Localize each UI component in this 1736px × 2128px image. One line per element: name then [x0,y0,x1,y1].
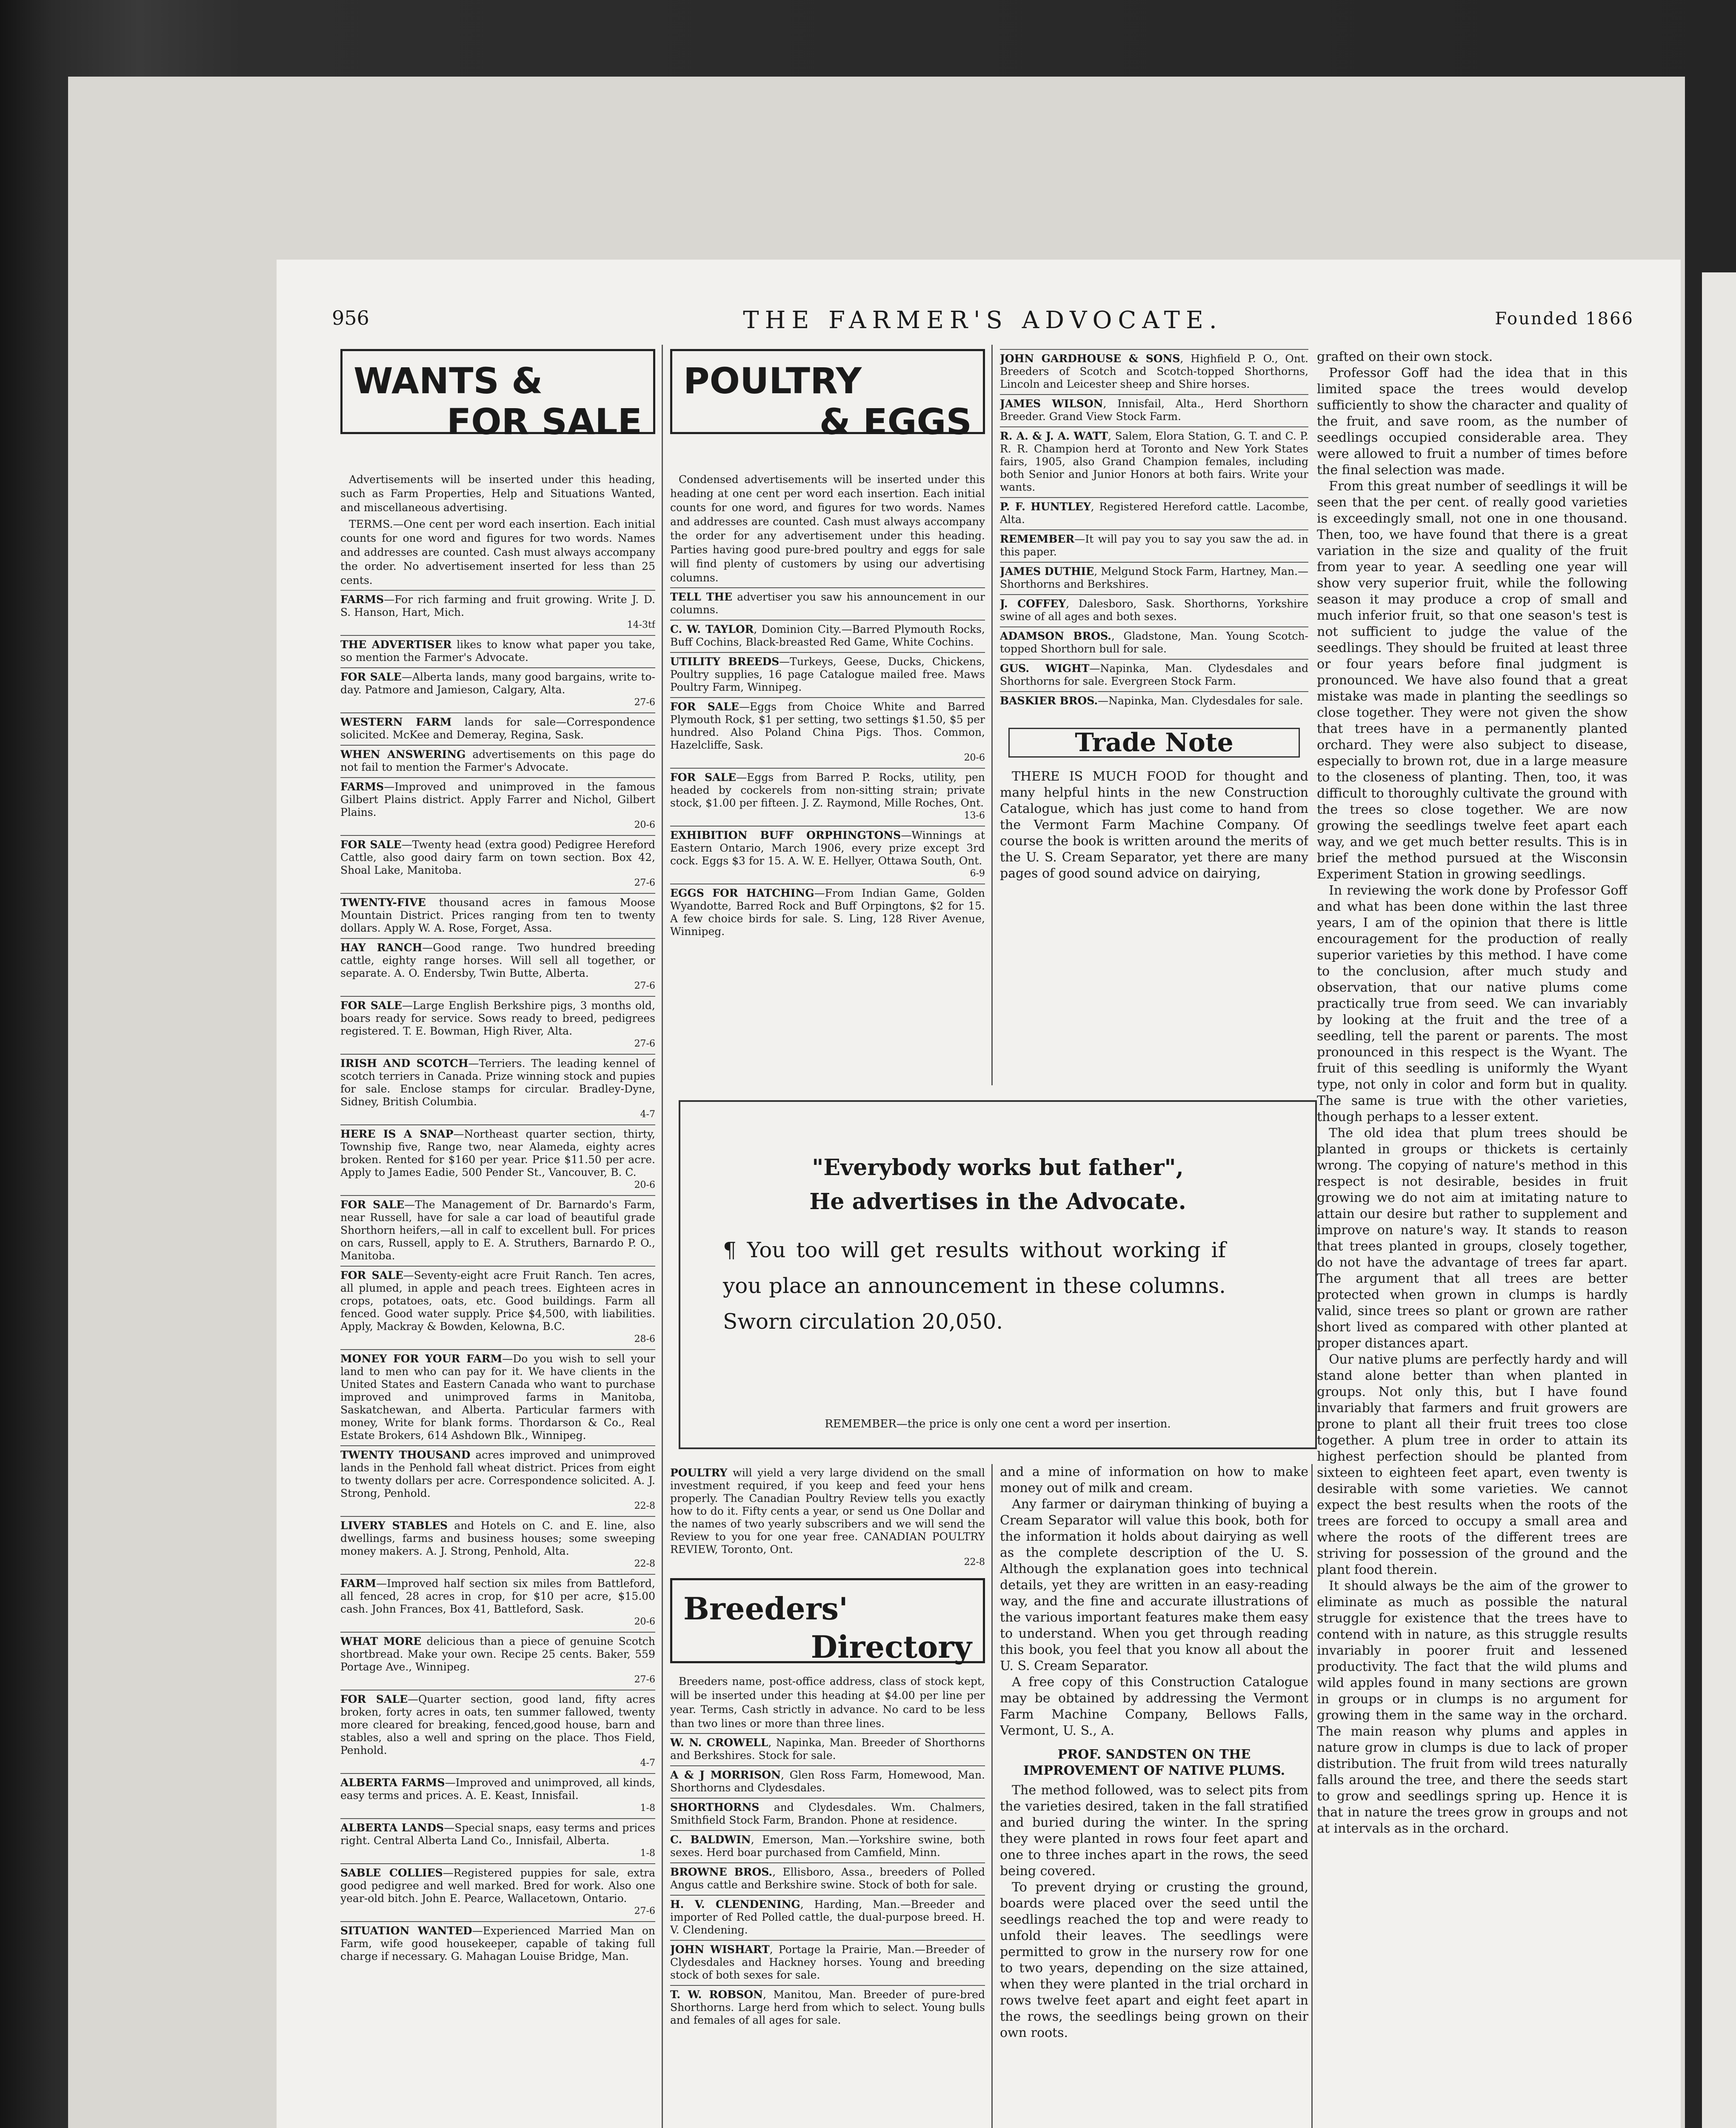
classified-ad [1000,529,1308,562]
poultry-heading-box [670,349,985,443]
ad-lead: FOR SALE [340,838,402,851]
wants-terms-text: TERMS.—One cent per word each insertion. Each initial counts for one word and figures for two words. Names and addresses are counted. Cash must always accompany the order. No advertisement inserted for less than 25 cents. [340,518,655,586]
ad-text: , Emerson, Man.—Yorkshire swine, both sexes. Herd boar purchased from Camfield, Minn. [670,1833,985,1859]
ad-text: delicious than a piece of genuine Scotch shortbread. Make your own. Recipe 25 cents. Baker, 559 Portage Ave., Winnipeg. [340,1635,655,1673]
classified-ad [670,1862,985,1895]
ad-code: 22-8 [634,1501,655,1511]
classified-ad [340,635,655,667]
ad-lead: TWENTY-FIVE [340,896,426,909]
classified-ad [670,1940,985,1985]
classified-ad [340,777,655,835]
ad-lead: T. W. ROBSON [670,1988,763,2001]
ad-lead: R. A. & J. A. WATT [1000,430,1108,442]
classified-ad [1000,594,1308,626]
breeders-directory-column [670,1464,985,2128]
ad-text: , Harding, Man.—Breeder and importer of Red Polled cattle, the dual-purpose breed. H. V. Clendening. [670,1898,985,1936]
ad-lead: ALBERTA FARMS [340,1776,445,1789]
ad-text: thousand acres in famous Moose Mountain District. Prices ranging from ten to twenty dollars. Apply W. A. Rose, Forget, Assa. [340,896,655,934]
classified-ad [1000,497,1308,529]
ad-text: lands for sale—Correspondence solicited. McKee and Demeray, Regina, Sask. [340,716,655,741]
classified-ad [340,667,655,712]
ad-lead: FOR SALE [340,1198,405,1211]
plums-article-heading: PROF. SANDSTEN ON THE IMPROVEMENT OF NATIVE PLUMS. [1023,1747,1285,1778]
ad-code: 27-6 [634,981,655,991]
classified-ad [670,1733,985,1765]
ad-text: , Registered Hereford cattle. Lacombe, Alta. [1000,501,1308,526]
ad-text: —Good range. Two hundred breeding cattle, eighty range horses. Will sell all together, or separate. A. O. Endersby, Twin Butte, Alberta. [340,941,655,979]
ad-lead: FARM [340,1577,377,1590]
ad-code: 27-6 [634,1038,655,1049]
ad-lead: JOHN WISHART [670,1943,770,1956]
classified-ad [340,1349,655,1445]
ad-lead: FOR SALE [340,1269,403,1281]
ad-lead: REMEMBER [1000,533,1075,545]
breeders-heading-line1: Breeders' [683,1590,848,1627]
classified-ad [340,1445,655,1516]
ad-code: 22-8 [634,1559,655,1569]
classified-ad [670,1830,985,1862]
ad-lead: C. BALDWIN [670,1833,751,1846]
ad-lead: GUS. WIGHT [1000,662,1090,675]
ad-text: and Hotels on C. and E. line, also dwellings, farms and business houses; some sweeping money makers. A. J. Strong, Penhold, Alta. [340,1519,655,1557]
page-number: 956 [332,306,369,329]
ad-text: , Dominion City.—Barred Plymouth Rocks, Buff Cochins, Black-breasted Red Game, White Cochins. [670,623,985,648]
ad-text: —It will pay you to say you saw the ad. in this paper. [1000,533,1308,558]
wants-heading-box [340,349,655,443]
classified-ad [670,826,985,884]
classified-ad [340,835,655,893]
ad-text: and Clydesdales. Wm. Chalmers, Smithfield Stock Farm, Brandon. Phone at residence. [670,1801,985,1826]
article-column [1000,1464,1308,2128]
classified-ad [340,1690,655,1773]
classified-ad [670,1985,985,2030]
ad-lead: EGGS FOR HATCHING [670,887,814,899]
col4-para-2: From this great number of seedlings it will be seen that the per cent. of really good varieties is exceedingly small, not one in one thousand. Then, too, we have found that there is a great variation in the size and quality of the fruit from year to year. A seedling one year will show very superior fruit, while the following season it may produce a crop of small and much inferior fruit, so that one season's test is not sufficient to judge the value of the seedlings. They should be fruited at least three or four years before final judgment is pronounced. We have also found that a great mistake was made in planting the seedlings so close together. They were not given the show that trees have in a permanently planted orchard. They were also subject to disease, especially to brown rot, due in a large measure to the closeness of planting. Then, too, it was difficult to thoroughly cultivate the ground with the trees so close together. We are now growing the seedlings twelve feet apart each way, and we get much better results. This is in brief the method pursued at the Wisconsin Experiment Station in growing seedlings. [1317,479,1628,882]
ad-text: —Special snaps, easy terms and prices right. Central Alberta Land Co., Innisfail, Alberta. [340,1822,655,1847]
classified-ad [340,712,655,745]
poultry-intro-text: Condensed advertisements will be inserted under this heading at one cent per word each insertion. Each initial counts for one word, and figures for two words. Names and addresses are counted. Cash must always accompany the order for any advertisement under this heading. Parties having good pure-bred poultry and eggs for sale will find plenty of customers by using our advertising columns. [670,473,985,584]
ad-lead: FOR SALE [670,701,739,713]
ad-code: 20-6 [634,820,655,830]
ad-text: —For rich farming and fruit growing. Write J. D. S. Hanson, Hart, Mich. [340,593,655,618]
ad-text: —Northeast quarter section, thirty, Township five, Range two, near Alameda, eighty acres broken. Rented for $160 per year. Price $11.50 per acre. Apply to James Eadie, 500 Pender St., Vancouver, B. C. [340,1128,655,1178]
ad-text: acres improved and unimproved lands in the Penhold fall wheat district. Prices from eight to twenty dollars per acre. Correspondence solicited. A. J. Strong, Penhold. [340,1449,655,1499]
ad-lead: SITUATION WANTED [340,1925,472,1937]
col4-para-3: In reviewing the work done by Professor Goff and what has been done within the last three years, I am of the opinion that there is little encouragement for the production of really superior varieties by this method. I have come to the conclusion, after much study and observation, that our native plums come practically true from seed. We can invariably by looking at the fruit and the tree of a seedling, tell the parent or parents. The most pronounced in this respect is the Wyant. The fruit of this seedling is uniformly the Wyant type, not only in color and form but in quality. The same is true with the other varieties, though perhaps to a lesser extent. [1317,883,1628,1124]
classified-ad [340,1195,655,1266]
breeders-intro [670,1674,985,1730]
ad-lead: TELL THE [670,591,733,603]
plums-continued-column [1317,349,1628,2128]
ad-text: , Glen Ross Farm, Homewood, Man. Shorthorns and Clydesdales. [670,1769,985,1794]
founded-note: Founded 1866 [1495,309,1634,329]
classified-ad [340,745,655,777]
classified-ad [340,996,655,1054]
poultry-review-ad [670,1464,985,1572]
advocate-promo-box [679,1100,1317,1449]
ad-text: —Twenty head (extra good) Pedigree Hereford Cattle, also good dairy farm on town section. Box 42, Shoal Lake, Manitoba. [340,838,655,876]
ad-code: 14-3tf [627,620,655,630]
ad-text: —Terriers. The leading kennel of scotch terriers in Canada. Prize winning stock and pupies for sale. Enclose stamps for circular. Bradley-Dyne, Sidney, British Columbia. [340,1057,655,1108]
ad-text: —Napinka, Man. Clydesdales for sale. [1098,695,1303,707]
classified-ad [340,1124,655,1195]
ad-code: 27-6 [634,1674,655,1685]
poultry-column [670,349,985,1090]
breeders-ad-list [670,1733,985,2030]
classified-ad [340,590,655,635]
ad-text: —Turkeys, Geese, Ducks, Chickens, Poultry supplies, 16 page Catalogue mailed free. Maws Poultry Farm, Winnipeg. [670,655,985,693]
promo-body: ¶ You too will get results without working if you place an announcement in these columns. Sworn circulation 20,050. [723,1238,1226,1334]
ad-text: , Ellisboro, Assa., breeders of Polled Angus cattle and Berkshire swine. Stock of both for sale. [670,1866,985,1891]
ad-text: , Melgund Stock Farm, Hartney, Man.—Shorthorns and Berkshires. [1000,565,1308,590]
classified-ad [1000,626,1308,659]
classified-ad [340,893,655,938]
classified-ad [340,1773,655,1818]
ad-text: —Eggs from Barred P. Rocks, utility, pen headed by cockerels from non-sitting strain; private stock, $1.00 per fifteen. J. Z. Raymond, Mille Roches, Ont. [670,771,985,809]
ad-text: —Improved half section six miles from Battleford, all fenced, 28 acres in crop, for $10 per acre, $15.00 cash. John Frances, Box 41, Battleford, Sask. [340,1577,655,1615]
ad-text: , Dalesboro, Sask. Shorthorns, Yorkshire swine of all ages and both sexes. [1000,598,1308,623]
trade-note-para-4: A free copy of this Construction Catalogue may be obtained by addressing the Vermont Farm Machine Company, Bellows Falls, Vermont, U. S., A. [1000,1675,1308,1738]
ad-text: —The Management of Dr. Barnardo's Farm, near Russell, have for sale a car load of beautiful grade Shorthorn heifers,—all in calf to excellent bull. For prices on cars, Russell, apply to E. A. Struthers, Barnardo P. O., Manitoba. [340,1198,655,1262]
ad-lead: THE ADVERTISER [340,638,452,651]
ad-lead: W. N. CROWELL [670,1736,768,1749]
ad-text: , Innisfail, Alta., Herd Shorthorn Breeder. Grand View Stock Farm. [1000,398,1308,423]
ad-lead: IRISH AND SCOTCH [340,1057,468,1070]
classified-ad [670,697,985,768]
col4-para-5: Our native plums are perfectly hardy and will stand alone better than when planted in groups. Not only this, but I have found invariably that farmers and fruit growers are prone to plant all their fruit trees too close together. A plum tree in order to attain its highest perfection should be planted from sixteen to eighteen feet apart, even twenty is desirable with some varieties. We cannot expect the best results when the roots of the trees are forced to occupy a small area and where the roots of the different trees are striving for possession of the ground and the plant food therein. [1317,1352,1628,1577]
wants-intro-text: Advertisements will be inserted under this heading, such as Farm Properties, Help and Situations Wanted, and miscellaneous advertising. [340,473,655,514]
wants-column [340,349,655,2128]
classified-ad [1000,394,1308,426]
ad-code: 20-6 [964,752,985,763]
ad-lead: SABLE COLLIES [340,1867,443,1879]
promo-quote: "Everybody works but father", [812,1155,1184,1181]
ad-text: —Improved and unimproved in the famous Gilbert Plains district. Apply Farrer and Nichol, Gilbert Plains. [340,781,655,818]
ad-text: —Do you wish to sell your land to men who can pay for it. We have clients in the United States and Eastern Canada who want to purchase improved and unimproved farms in Manitoba, Saskatchewan, and Alberta. Particular farmers with money, Write for blank forms. Thordarson & Co., Real Estate Brokers, 614 Ashdown Blk., Winnipeg. [340,1353,655,1442]
classified-ad [340,1574,655,1632]
ad-text: —Registered puppies for sale, extra good pedigree and well marked. Bred for work. Also one year-old bitch. John E. Pearce, Wallacetown, Ontario. [340,1867,655,1905]
classified-ad [670,620,985,652]
ad-code: 1-8 [640,1848,655,1859]
ad-lead: FARMS [340,781,384,793]
ad-text: —Eggs from Choice White and Barred Plymouth Rock, $1 per setting, two settings $1.50, $5 per hundred. Also Poland China Pigs. Thos. Common, Hazelcliffe, Sask. [670,701,985,751]
ad-lead: WHAT MORE [340,1635,422,1647]
trade-note-para-2: and a mine of information on how to make money out of milk and cream. [1000,1464,1308,1496]
col4-para-4: The old idea that plum trees should be planted in groups or thickets is certainly wrong. The copying of nature's method in this respect is not desirable, besides in fruit growing we do not aim at imitating nature to attain our desire but rather to supplement and improve on nature's way. It stands to reason that trees planted in groups, closely together, do not have the advantage of trees far apart. The argument that all trees are better protected when grown in clumps is hardly valid, since trees so plant or grown are rather short lived as compared with other planted at proper distances apart. [1317,1126,1628,1351]
wants-intro [340,472,655,587]
classified-ad [670,587,985,620]
ad-text: —Napinka, Man. Clydesdales and Shorthorns for sale. Evergreen Stock Farm. [1000,662,1308,687]
col4-para-6: It should always be the aim of the grower to eliminate as much as possible the natural struggle for existence that the trees have to contend with in nature, as this struggle results invariably in poorer fruit and lessened productivity. The fact that the wild plums and wild apples found in many sections are grown in groups or in clumps is no argument for growing them in the same way in the orchard. The main reason why plums and apples in nature grow in clumps is due to lack of proper distribution. The fruit from wild trees naturally falls around the tree, and there the seeds start to grow and seedlings spring up. Hence it is that in nature the trees grow in groups and not at intervals as in the orchard. [1317,1579,1628,1836]
promo-line: He advertises in the Advocate. [809,1189,1186,1215]
wants-heading-line1: WANTS & [354,360,543,402]
poultry-ad-list [670,587,985,941]
ad-lead: MONEY FOR YOUR FARM [340,1353,503,1365]
ad-lead: FOR SALE [670,771,737,784]
ad-lead: A & J MORRISON [670,1769,781,1781]
ad-lead: FOR SALE [340,671,402,683]
classified-ad [340,938,655,996]
classified-ad [1000,349,1308,394]
classified-ad [340,1632,655,1690]
classified-ad [670,1765,985,1798]
classified-ad [340,1921,655,1966]
ad-lead: H. V. CLENDENING [670,1898,800,1911]
ad-text: , Manitou, Man. Breeder of pure-bred Shorthorns. Large herd from which to select. Young bulls and females of all ages for sale. [670,1988,985,2026]
ad-text: , Salem, Elora Station, G. T. and C. P. R. R. Champion herd at Toronto and New York States fairs, 1905, also Grand Champion females, including both Senior and Junior Honors at both fairs. Write your wants. [1000,430,1308,493]
ad-lead: FOR SALE [340,1693,408,1705]
ad-lead: JAMES DUTHIE [1000,565,1094,578]
ad-text: —Improved and unimproved, all kinds, easy terms and prices. A. E. Keast, Innisfail. [340,1776,655,1802]
ad-lead: C. W. TAYLOR [670,623,754,635]
classified-ad [340,1266,655,1349]
ad-lead: BASKIER BROS. [1000,695,1098,707]
ad-lead: HAY RANCH [340,941,423,954]
adjacent-page-edge [1702,272,1736,2128]
newspaper-page [277,260,1681,2128]
ad-text: —Quarter section, good land, fifty acres broken, forty acres in oats, ten summer fallowed, twenty more cleared for breaking, fenced,good house, barn and stables, also a well and spring on the place. Thos Field, Penhold. [340,1693,655,1756]
ad-code: 27-6 [634,1906,655,1916]
ad-text: advertiser you saw his announcement in our columns. [670,591,985,616]
classified-ad [1000,691,1308,711]
ad-code: 1-8 [640,1803,655,1813]
plums-para-1: The method followed, was to select pits from the varieties desired, taken in the fall stratified and buried during the winter. In the spring they were planted in rows four feet apart and one to three inches apart in the rows, the seed being covered. [1000,1783,1308,1879]
ad-lead: WESTERN FARM [340,716,452,728]
ad-code: 13-6 [964,810,985,821]
ad-code: 20-6 [634,1180,655,1190]
ad-text: advertisements on this page do not fail to mention the Farmer's Advocate. [340,748,655,773]
poultry-review-text: will yield a very large dividend on the small investment required, if you keep and feed your hens properly. The Canadian Poultry Review tells you exactly how to do it. Fifty cents a year, or send us One Dollar and the names of two yearly subscribers and we will send the Review to you for one year free. CANADIAN POULTRY REVIEW, Toronto, Ont. [670,1467,985,1556]
ad-lead: ALBERTA LANDS [340,1822,444,1834]
ad-text: —Alberta lands, many good bargains, write to-day. Patmore and Jamieson, Calgary, Alta. [340,671,655,696]
classified-ad [340,1054,655,1124]
trade-note-para-3: Any farmer or dairyman thinking of buying a Cream Separator will value this book, both for the information it holds about dairying as well as the complete description of the U. S. Although the explanation goes into technical details, yet they are written in an easy-reading way, and the fine and accurate illustrations of the various important features make them easy to understand. When you get through reading this book, you feel that you know all about the U. S. Cream Separator. [1000,1497,1308,1673]
ad-text: —Experienced Married Man on Farm, wife good housekeeper, capable of taking full charge if necessary. G. Mahagan Louise Bridge, Man. [340,1925,655,1962]
ad-text: , Gladstone, Man. Young Scotch-topped Shorthorn bull for sale. [1000,630,1308,655]
classified-ad [340,1516,655,1574]
classified-ad [1000,659,1308,691]
ad-lead: ADAMSON BROS. [1000,630,1111,642]
plums-para-2: To prevent drying or crusting the ground, boards were placed over the seed until the seedlings reached the top and were ready to unfold their leaves. The seedlings were permitted to grow in the nursery row for one to two years, depending on the size attained, when they were planted in the trial orchard in rows twelve feet apart and eight feet apart in the rows, the seedlings being grown on their own roots. [1000,1880,1308,2040]
classified-ad [670,1895,985,1940]
ad-text: —Winnings at Eastern Ontario, March 1906, every prize except 3rd cock. Eggs $3 for 15. A. W. E. Hellyer, Ottawa South, Ont. [670,829,985,867]
ad-text: likes to know what paper you take, so mention the Farmer's Advocate. [340,638,655,664]
classified-ad [340,1863,655,1921]
classified-ad [670,1798,985,1830]
poultry-review-code: 22-8 [964,1557,985,1567]
page-header [332,306,1634,340]
breeders-heading-box [670,1578,985,1663]
column-rule [1311,1464,1313,2128]
column-rule [991,1464,993,2128]
col4-para-0: grafted on their own stock. [1317,349,1493,364]
ad-code: 27-6 [634,878,655,888]
poultry-review-lead: POULTRY [670,1467,728,1479]
breeders-heading-line2: Directory [811,1629,972,1665]
classified-ad [670,652,985,697]
ad-lead: LIVERY STABLES [340,1519,448,1532]
ad-code: 27-6 [634,697,655,708]
classified-ad [1000,562,1308,594]
ad-text: —From Indian Game, Golden Wyandotte, Barred Rock and Buff Orpingtons, $2 for 15. A few choice birds for sale. S. Ling, 128 River Avenue, Winnipeg. [670,887,985,938]
col4-para-1: Professor Goff had the idea that in this limited space the trees would develop sufficiently to show the character and quality of the fruit, and save room, as the number of seedlings occupied considerable area. They were allowed to fruit a number of times before the final selection was made. [1317,366,1628,478]
classified-ad [670,884,985,941]
ad-text: , Napinka, Man. Breeder of Shorthorns and Berkshires. Stock for sale. [670,1736,985,1762]
ad-lead: JOHN GARDHOUSE & SONS [1000,352,1180,365]
ad-text: —Seventy-eight acre Fruit Ranch. Ten acres, all plumed, in apple and peach trees. Eighteen acres in crops, potatoes, oats, etc. Good buildings. Farm all fenced. Good water supply. Price $4,500, with liabilities. Apply, Mackray & Bowden, Kelowna, B.C. [340,1269,655,1333]
trade-note-heading: Trade Note [1008,728,1300,758]
poultry-intro [670,472,985,585]
ad-lead: J. COFFEY [1000,598,1066,610]
ad-lead: TWENTY THOUSAND [340,1449,471,1461]
ad-code: 20-6 [634,1616,655,1627]
wants-ad-list [340,590,655,1966]
masthead-title: THE FARMER'S ADVOCATE. [743,306,1223,334]
ad-lead: WHEN ANSWERING [340,748,466,761]
classified-ad [340,1818,655,1863]
column-rule [662,345,663,2128]
ad-lead: P. F. HUNTLEY [1000,501,1091,513]
ad-text: , Highfield P. O., Ont. Breeders of Scotch and Scotch-topped Shorthorns, Lincoln and Leicester sheep and Shire horses. [1000,352,1308,390]
ad-lead: UTILITY BREEDS [670,655,779,668]
classified-ad [1000,426,1308,497]
breeder-cards-list [1000,349,1308,711]
breeder-cards-column [1000,349,1308,1090]
ad-text: —Large English Berkshire pigs, 3 months old, boars ready for service. Sows ready to breed, pedigrees registered. T. E. Bowman, High River, Alta. [340,999,655,1037]
poultry-heading-line2: & EGGS [819,401,972,443]
wants-heading-line2: FOR SALE [446,401,642,443]
ad-code: 6-9 [970,868,985,879]
ad-lead: JAMES WILSON [1000,398,1103,410]
ad-lead: HERE IS A SNAP [340,1128,454,1140]
ad-lead: FARMS [340,593,384,606]
ad-lead: EXHIBITION BUFF ORPHINGTONS [670,829,901,841]
ad-code: 28-6 [634,1334,655,1344]
ad-lead: BROWNE BROS. [670,1866,773,1878]
trade-note-para-1: THERE IS MUCH FOOD for thought and many helpful hints in the new Construction Catalogue, which has just come to hand from the Vermont Farm Machine Company. Of course the book is written around the merits of the U. S. Cream Separator, yet there are many pages of good sound advice on dairying, [1000,769,1308,881]
ad-code: 4-7 [640,1758,655,1768]
column-rule [991,345,993,1085]
promo-remember: REMEMBER—the price is only one cent a word per insertion. [825,1418,1171,1430]
breeders-intro-text: Breeders name, post-office address, class of stock kept, will be inserted under this heading at $4.00 per line per year. Terms, Cash strictly in advance. No card to be less than two lines or more than three lines. [670,1675,985,1730]
ad-text: , Portage la Prairie, Man.—Breeder of Clydesdales and Hackney horses. Young and breeding stock of both sexes for sale. [670,1943,985,1981]
ad-lead: FOR SALE [340,999,402,1012]
ad-code: 4-7 [640,1109,655,1120]
classified-ad [670,768,985,826]
ad-lead: SHORTHORNS [670,1801,760,1813]
poultry-heading-line1: POULTRY [683,360,862,402]
